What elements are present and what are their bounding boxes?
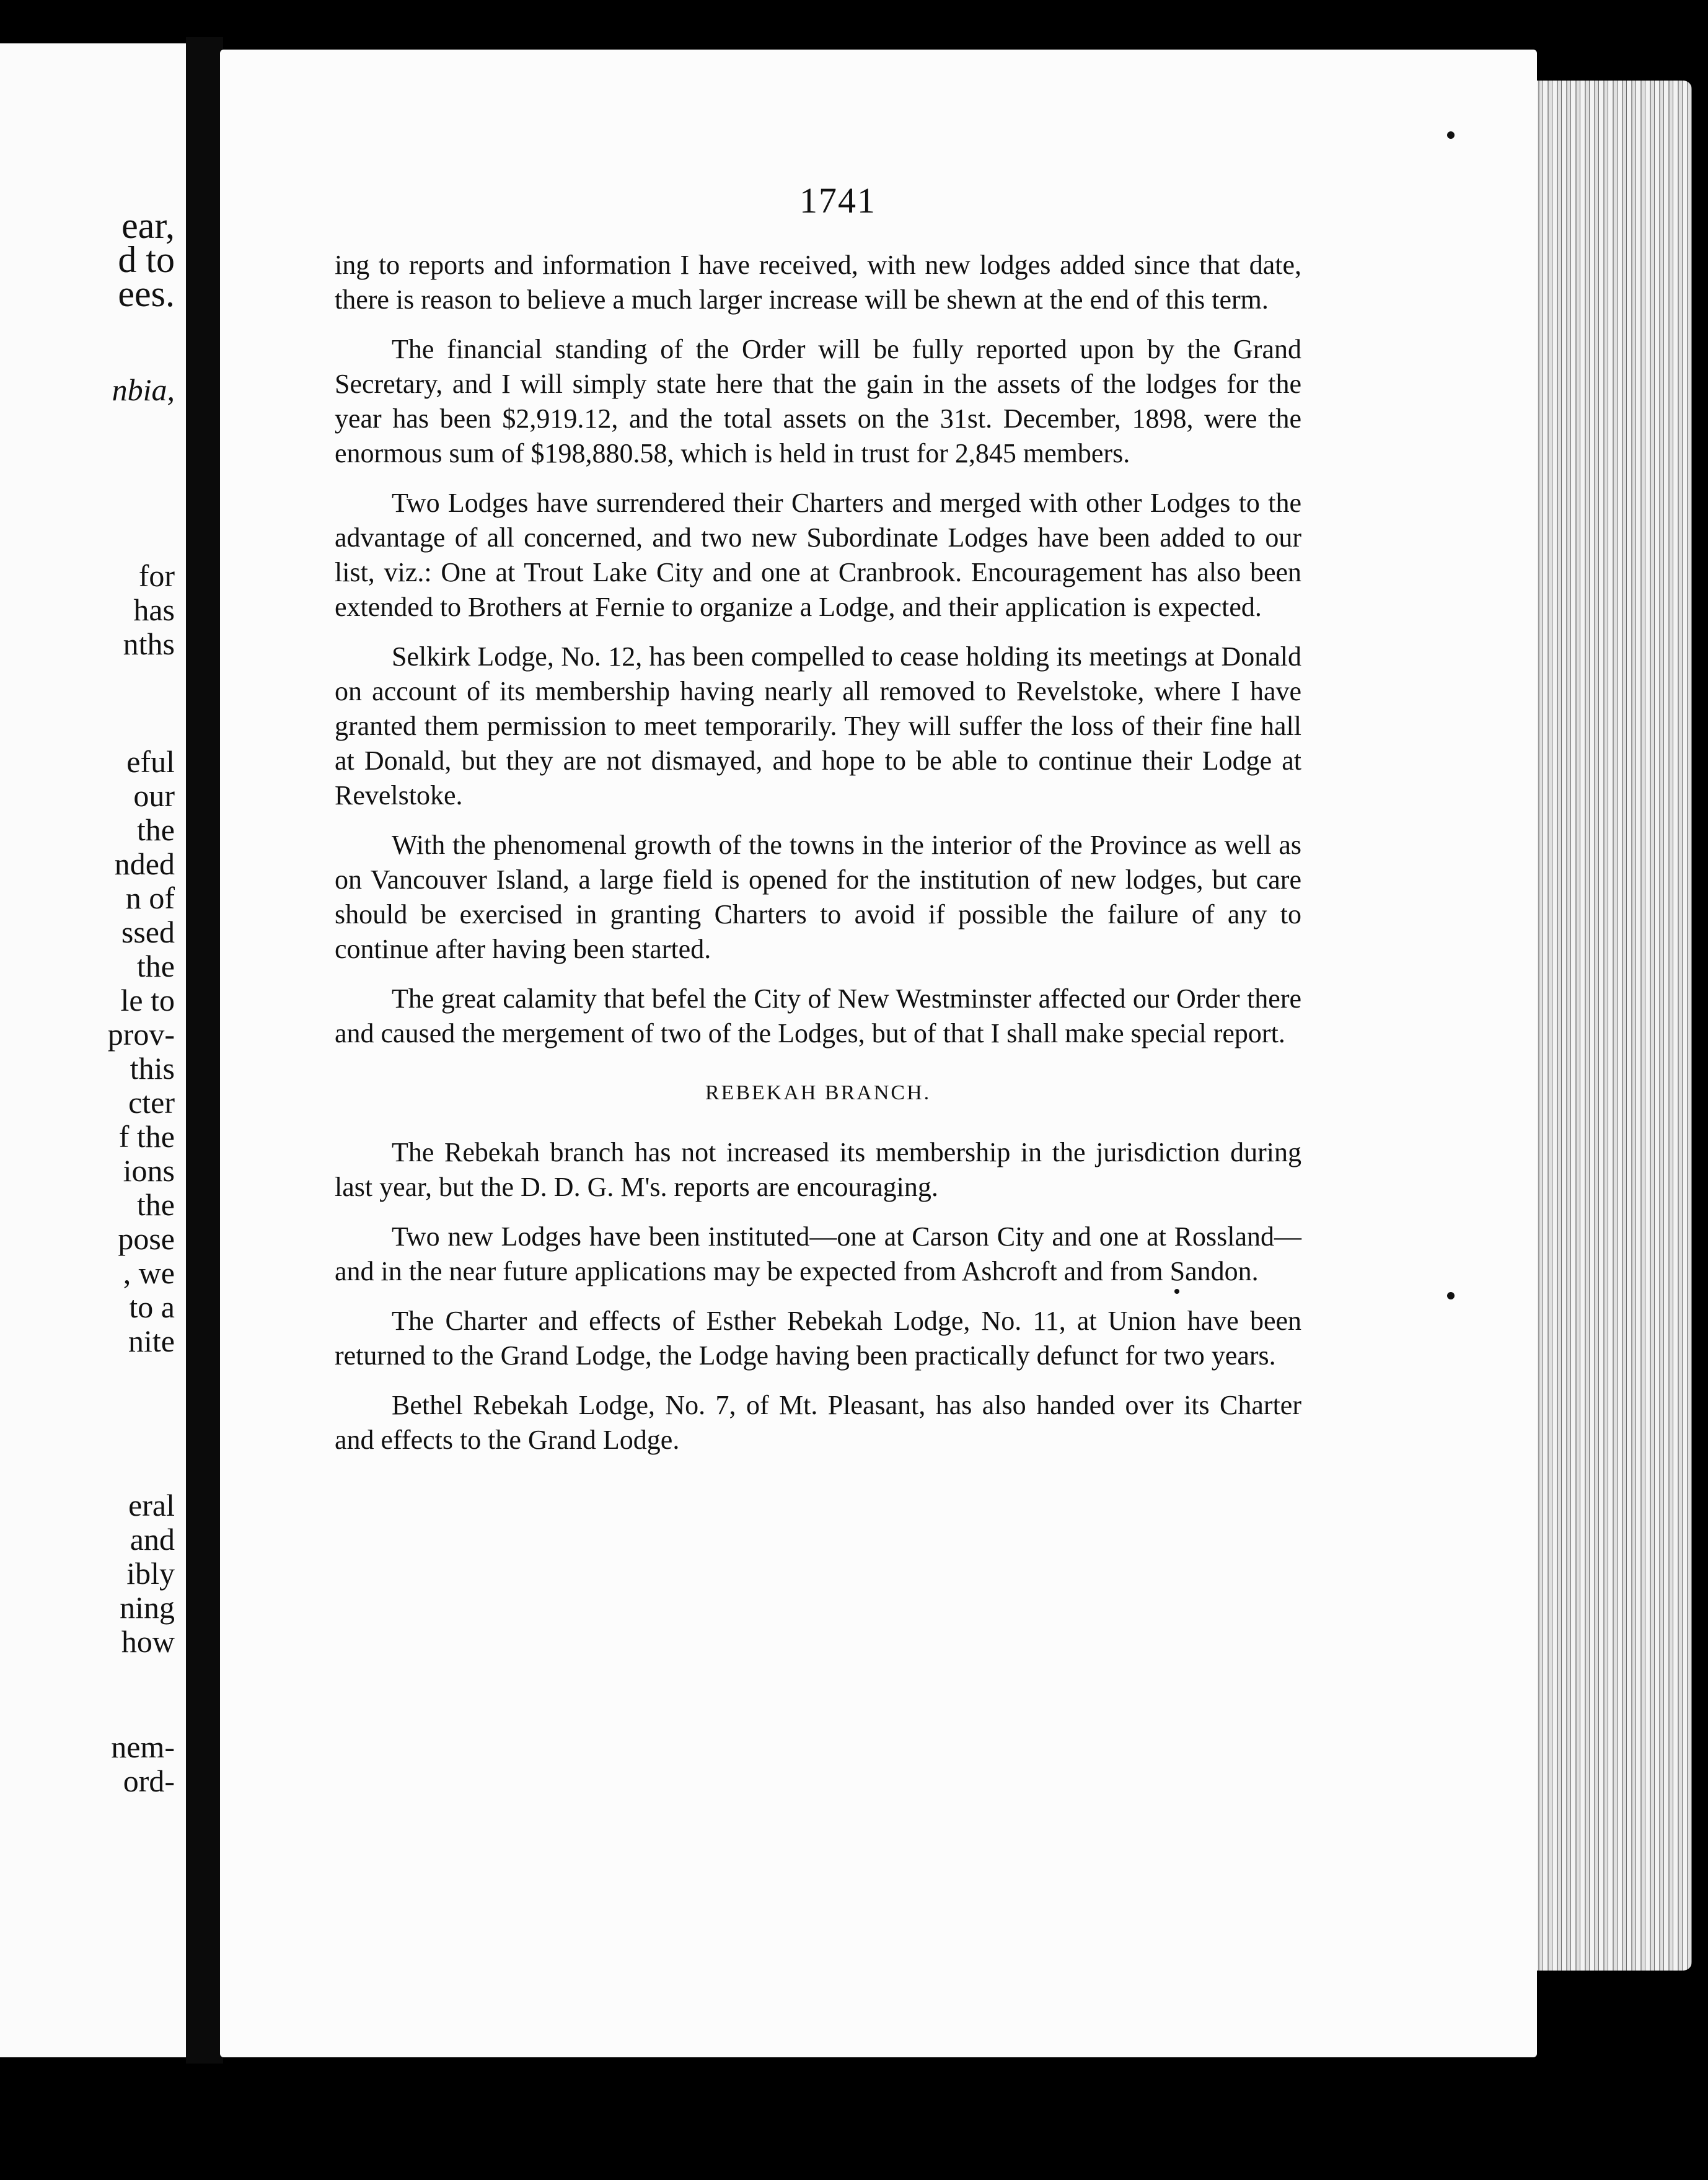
paragraph: Two Lodges have surrendered their Charters and merged with other Lodges to the advantage of all concerned, and two new Subordinate Lodges have been added to our list, viz.: One at Trout Lake City and one at Cranbrook. Encouragement has also been extended to Brothers at Fernie to organize a Lodge, and their application is expected. bbox=[335, 488, 1301, 622]
paragraph: Bethel Rebekah Lodge, No. 7, of Mt. Pleasant, has also handed over its Charter and effects to the Grand Lodge. bbox=[335, 1390, 1301, 1455]
previous-page-line: n of bbox=[125, 881, 175, 915]
previous-page-line: has bbox=[133, 592, 175, 627]
previous-page-line: for bbox=[138, 558, 175, 593]
previous-page-line: , we bbox=[123, 1255, 175, 1290]
book-gutter bbox=[186, 37, 223, 2064]
previous-page-line: the bbox=[136, 949, 175, 983]
previous-page-line: nths bbox=[123, 626, 175, 661]
paragraph: The great calamity that befel the City of New Westminster affected our Order there and caused the mergement of two of the Lodges, but of that I shall make special report. bbox=[335, 983, 1301, 1048]
paragraph: Selkirk Lodge, No. 12, has been compelled to cease holding its meetings at Donald on account of its membership having nearly all removed to Revelstoke, where I have granted them permission to meet temporarily. They will suffer the loss of their fine hall at Donald, but they are not dismayed, and hope to be able to continue their Lodge at Revelstoke. bbox=[335, 641, 1301, 811]
previous-page-line: and bbox=[130, 1522, 175, 1557]
paragraph: The Charter and effects of Esther Rebekah Lodge, No. 11, at Union have been returned to the Grand Lodge, the Lodge having been practically defunct for two years. bbox=[335, 1306, 1301, 1371]
previous-page-line: pose bbox=[118, 1221, 175, 1256]
previous-page-line: nem- bbox=[111, 1729, 175, 1764]
paragraph: The Rebekah branch has not increased its membership in the jurisdiction during last year, but the D. D. G. M's. reports are encouraging. bbox=[335, 1137, 1301, 1202]
page-number: 1741 bbox=[799, 180, 876, 221]
previous-page-line: ibly bbox=[126, 1556, 175, 1591]
previous-page-line: ning bbox=[120, 1590, 175, 1625]
previous-page-line: le to bbox=[120, 983, 175, 1017]
paragraph: The financial standing of the Order will be fully reported upon by the Grand Secretary, and I will simply state here that the gain in the assets of the lodges for the year has been $2,919.12, and the total assets on the 31st. December, 1898, were the enormous sum of $198,880.58, which is held in trust for 2,845 members. bbox=[335, 334, 1301, 468]
section-heading: REBEKAH BRANCH. bbox=[705, 1081, 931, 1104]
previous-page-line: eful bbox=[126, 744, 175, 779]
previous-page-line: nite bbox=[128, 1324, 175, 1358]
speck-mark bbox=[1174, 1289, 1179, 1294]
speck-mark bbox=[1447, 131, 1455, 139]
previous-page-line: nbia, bbox=[112, 372, 175, 407]
previous-page-line: cter bbox=[128, 1085, 175, 1120]
paragraph: ing to reports and information I have received, with new lodges added since that date, there is reason to believe a much larger increase will be shewn at the end of this term. bbox=[335, 250, 1301, 315]
speck-mark bbox=[1447, 1292, 1455, 1299]
previous-page-line: this bbox=[130, 1051, 175, 1086]
page-body bbox=[335, 248, 1301, 1472]
previous-page-line: ions bbox=[123, 1153, 175, 1188]
previous-page-line: the bbox=[136, 812, 175, 847]
previous-page-line: f the bbox=[118, 1119, 175, 1154]
previous-page-line: prov- bbox=[107, 1017, 175, 1052]
previous-page-fragment bbox=[0, 43, 191, 2057]
previous-page-line: how bbox=[121, 1624, 175, 1659]
previous-page-line: ees. bbox=[118, 273, 175, 314]
previous-page-line: our bbox=[133, 778, 175, 813]
previous-page-line: ord- bbox=[123, 1764, 175, 1798]
previous-page-line: ear, bbox=[121, 205, 175, 246]
previous-page-line: d to bbox=[118, 239, 175, 280]
paragraph: With the phenomenal growth of the towns in the interior of the Province as well as on Vancouver Island, a large field is opened for the institution of new lodges, but care should be exercised in granting Charters to avoid if possible the failure of any to continue after having been started. bbox=[335, 830, 1301, 964]
previous-page-line: the bbox=[136, 1187, 175, 1222]
previous-page-line: ssed bbox=[121, 915, 175, 949]
previous-page-line: to a bbox=[129, 1290, 175, 1324]
previous-page-line: nded bbox=[114, 846, 175, 881]
paragraph: Two new Lodges have been instituted—one at Carson City and one at Rossland—and in the near future applications may be expected from Ashcroft and from Sandon. bbox=[335, 1221, 1301, 1286]
previous-page-line: eral bbox=[128, 1488, 175, 1523]
